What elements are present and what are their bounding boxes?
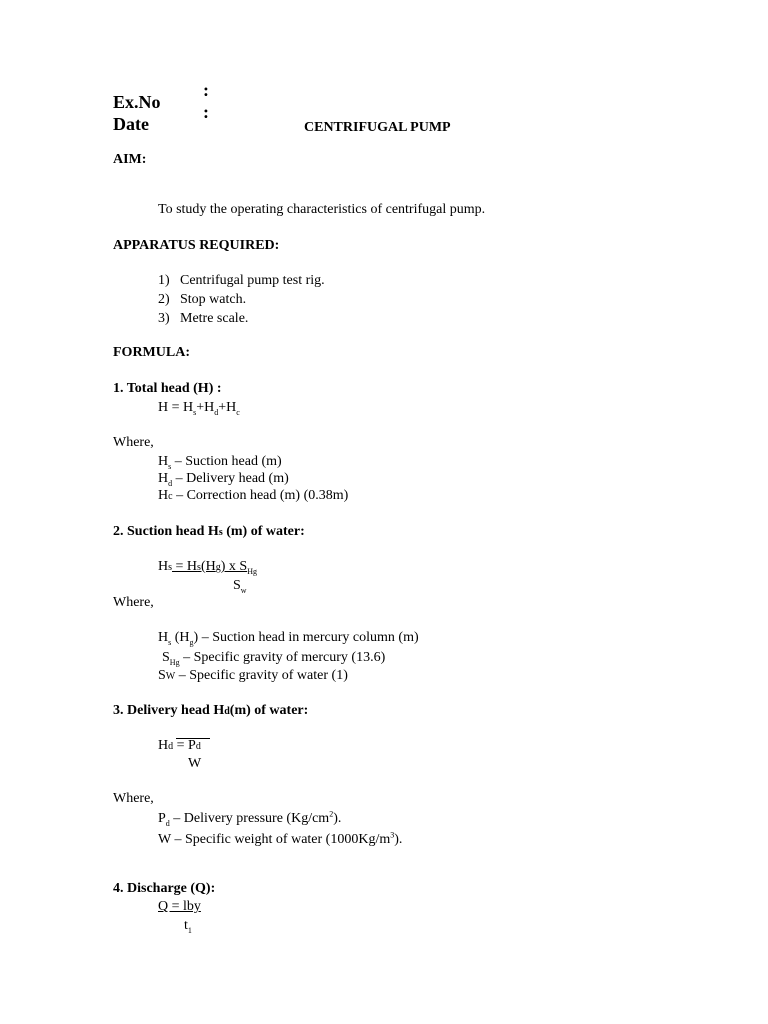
page-title: CENTRIFUGAL PUMP (304, 120, 451, 135)
total-head-equation: $H = H_s+H_d+H_c$ (158, 400, 240, 417)
suction-head-equation: Hs = Hs(Hg) x $S_{Hg}$ (158, 559, 257, 576)
apparatus-heading: APPARATUS REQUIRED: (113, 238, 280, 253)
suction-head-denominator: $S_w$ (233, 578, 247, 595)
where-label: Where, (113, 435, 154, 450)
delivery-head-equation: Hd = Pd (158, 738, 201, 753)
exno-colon: : (203, 80, 209, 100)
discharge-equation: Q = lby (158, 899, 201, 914)
definition-row: $H_d$ – Delivery head (m) (158, 471, 289, 488)
exno-label: Ex.No (113, 92, 161, 112)
where-label: Where, (113, 791, 154, 806)
delivery-head-denominator: W (188, 756, 202, 771)
date-label: Date (113, 114, 149, 134)
definition-row: $H_s$ – Suction head (m) (158, 454, 282, 471)
apparatus-item-num: 3) (158, 311, 170, 326)
discharge-denominator: $t_1$ (184, 918, 192, 935)
apparatus-item-num: 1) (158, 273, 170, 288)
delivery-head-heading: 3. Delivery head Hd(m) of water: (113, 703, 309, 718)
definition-row: $S_{Hg}$ – Specific gravity of mercury (13.6) (162, 650, 386, 667)
suction-head-heading: 2. Suction head Hs (m) of water: (113, 524, 305, 539)
formula-heading: FORMULA: (113, 345, 190, 360)
definition-row: $P_d$ – Delivery pressure $(Kg/cm^2)$. (158, 809, 342, 828)
apparatus-item: Stop watch. (180, 292, 247, 307)
definition-row: SW – Specific gravity of water (1) (158, 668, 348, 683)
apparatus-item: Metre scale. (180, 311, 249, 326)
aim-heading: AIM: (113, 152, 147, 167)
date-colon: : (203, 102, 209, 122)
apparatus-item-num: 2) (158, 292, 170, 307)
apparatus-item: Centrifugal pump test rig. (180, 273, 325, 288)
aim-text: To study the operating characteristics of centrifugal pump. (158, 202, 486, 217)
discharge-heading: 4. Discharge (Q): (113, 881, 216, 896)
where-label: Where, (113, 595, 154, 610)
definition-row: $H_s$ $(H_g)$ – Suction head in mercury column (m) (158, 630, 419, 647)
total-head-heading: 1. Total head (H) : (113, 381, 222, 396)
definition-row: W – Specific weight of water $(1000Kg/m^3)$. (158, 830, 403, 847)
definition-row: Hc – Correction head (m) (0.38m) (158, 488, 349, 503)
